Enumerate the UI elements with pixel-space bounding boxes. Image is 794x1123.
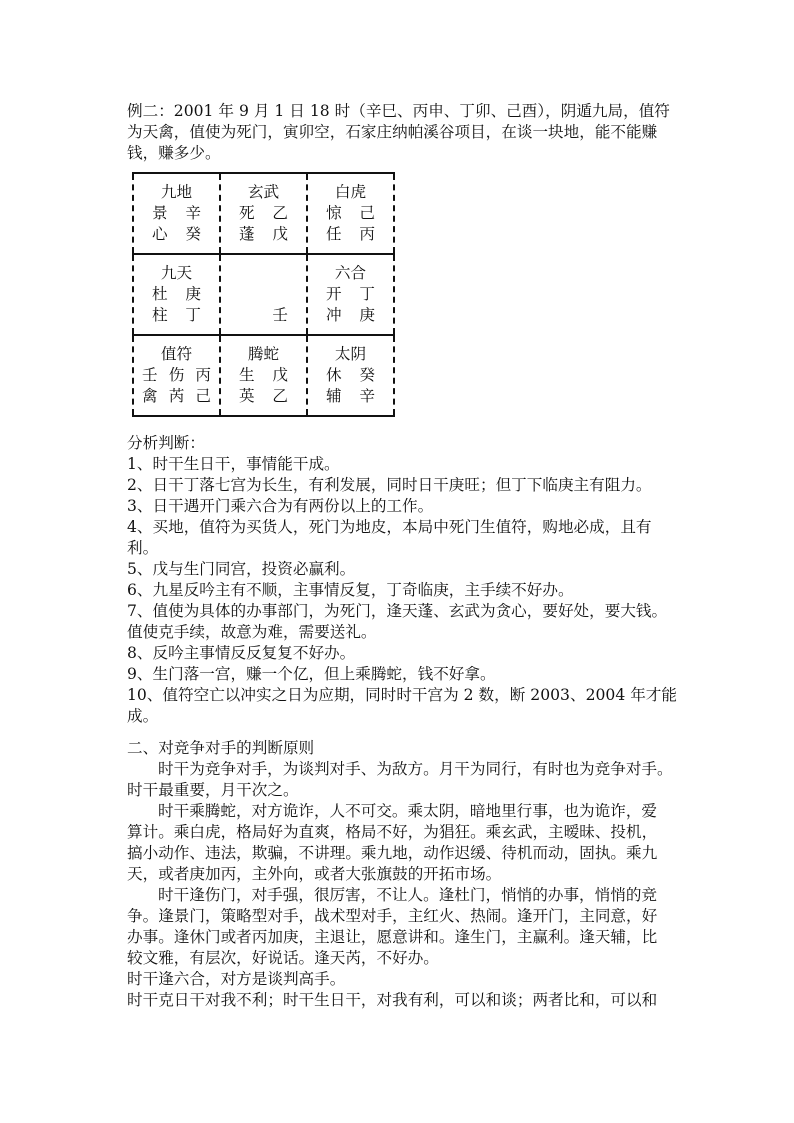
palace-char: 伤 [168,366,185,384]
palace-char: 丙 [195,366,211,384]
palace-cell [220,173,307,254]
palace-line [221,365,306,386]
palace-content [308,263,393,326]
paragraph-line: 办事。逢休门或者丙加庚，主退让，愿意讲和。逢生门，主赢利。逢天辅，比 [127,928,658,946]
palace-char: 丁 [185,306,201,324]
palace-char: 乙 [272,387,288,405]
palace-char: 戊 [272,366,288,384]
palace-char: 芮 [168,387,185,405]
palace-char: 乙 [272,204,288,222]
palace-char: 冲 [326,306,342,324]
palace-char: 任 [326,225,342,243]
palace-line [308,386,393,407]
palace-line [134,305,219,326]
palace-content [221,263,306,326]
palace-deity: 值符 [160,345,193,363]
paragraph-line: 争。逢景门，策略型对手，战术型对手，主红火、热闹。逢开门，主同意，好 [127,907,658,925]
palace-deity: 九天 [160,264,193,282]
palace-line [221,284,306,305]
chart-row [133,254,394,335]
palace-char: 柱 [152,306,168,324]
palace-deity [221,263,306,284]
palace-char: 己 [195,387,211,405]
palace-cell [133,173,220,254]
chart-row [133,173,394,254]
palace-char: 庚 [359,306,375,324]
palace-char: 蓬 [239,225,255,243]
palace-deity: 太阴 [334,345,367,363]
palace-content [134,182,219,245]
analysis-line: 分析判断： [127,434,205,452]
palace-char: 丙 [359,225,375,243]
analysis-line: 成。 [127,707,159,725]
palace-char: 辅 [326,387,342,405]
paragraph-line: 天，或者庚加丙，主外向，或者大张旗鼓的开拓市场。 [127,865,502,883]
palace-line [308,203,393,224]
analysis-section [127,433,687,727]
palace-line [221,203,306,224]
palace-content [134,344,219,407]
palace-deity: 玄武 [247,183,280,201]
analysis-line: 6、九星反吟主有不顺，主事情反复，丁奇临庚，主手续不好办。 [127,581,574,599]
palace-line [308,305,393,326]
paragraph-line: 搞小动作、违法，欺骗，不讲理。乘九地，动作迟缓、待机而动，固执。乘九 [127,844,658,862]
palace-deity: 腾蛇 [247,345,280,363]
intro-line: 例二：2001 年 9 月 1 日 18 时（辛巳、丙申、丁卯、己酉），阴遁九局，值符 [127,102,670,120]
analysis-line: 9、生门落一宫，赚一个亿，但上乘腾蛇，钱不好拿。 [127,665,496,683]
palace-char: 杜 [152,285,168,303]
palace-char: 癸 [185,225,201,243]
analysis-line: 10、值符空亡以冲实之日为应期，同时时干宫为 2 数，断 2003、2004 年才能 [127,686,677,704]
palace-char: 心 [152,225,168,243]
chart-row [133,335,394,416]
analysis-line: 1、时干生日干，事情能干成。 [127,455,340,473]
paragraph-line: 时干最重要，月干次之。 [127,781,299,799]
palace-cell [307,173,394,254]
palace-char: 壬 [272,306,288,324]
palace-char: 英 [239,387,255,405]
palace-char: 开 [326,285,342,303]
palace-line [134,224,219,245]
analysis-line: 8、反吟主事情反反复复不好办。 [127,644,356,662]
palace-content [308,182,393,245]
palace-line [134,203,219,224]
palace-char: 癸 [359,366,375,384]
analysis-line: 3、日干遇开门乘六合为有两份以上的工作。 [127,497,434,515]
analysis-line: 利。 [127,539,159,557]
paragraph-line: 时干乘腾蛇，对方诡诈，人不可交。乘太阴，暗地里行事，也为诡诈，爱 [158,802,658,820]
palace-cell [133,254,220,335]
palace-deity: 白虎 [334,183,367,201]
palace-line [134,365,219,386]
competitor-section [127,738,687,1011]
qimen-chart [132,172,395,417]
paragraph-line: 时干克日干对我不利；时干生日干，对我有利，可以和谈；两者比和，可以和 [127,991,658,1009]
palace-char: 辛 [185,204,201,222]
palace-cell [133,335,220,416]
analysis-line: 5、戊与生门同宫，投资必赢利。 [127,560,356,578]
palace-line [221,305,306,326]
intro-line: 钱，赚多少。 [127,144,221,162]
palace-cell [307,254,394,335]
palace-line [134,284,219,305]
palace-line [308,284,393,305]
analysis-line: 4、买地，值符为买货人，死门为地皮，本局中死门生值符，购地必成，且有 [127,518,652,536]
palace-line [221,224,306,245]
palace-char: 休 [326,366,342,384]
analysis-line: 7、值使为具体的办事部门，为死门，逢天蓬、玄武为贪心，要好处，要大钱。 [127,602,668,620]
analysis-line: 2、日干丁落七宫为长生，有利发展，同时日干庚旺；但丁下临庚主有阻力。 [127,476,652,494]
paragraph-line: 时干逢六合，对方是谈判高手。 [127,970,346,988]
palace-char: 丁 [359,285,375,303]
palace-char: 壬 [142,366,158,384]
example-intro [127,101,687,164]
palace-line [308,365,393,386]
palace-char: 己 [359,204,375,222]
palace-cell [220,335,307,416]
paragraph-line: 时干为竞争对手，为谈判对手、为敌方。月干为同行，有时也为竞争对手。 [158,760,673,778]
palace-char: 景 [152,204,168,222]
palace-line [308,224,393,245]
palace-deity: 九地 [160,183,193,201]
paragraph-line: 较文雅，有层次，好说话。逢天芮，不好办。 [127,949,439,967]
palace-line [134,386,219,407]
palace-char: 死 [239,204,255,222]
palace-cell [220,254,307,335]
palace-content [221,182,306,245]
palace-char: 辛 [359,387,375,405]
palace-char: 禽 [142,387,158,405]
palace-content [221,344,306,407]
palace-line [221,386,306,407]
palace-deity: 六合 [334,264,367,282]
palace-content [134,263,219,326]
palace-char: 惊 [326,204,342,222]
paragraph-line: 算计。乘白虎，格局好为直爽，格局不好，为猖狂。乘玄武，主暧昧、投机， [127,823,658,841]
palace-content [308,344,393,407]
palace-char: 庚 [185,285,201,303]
analysis-line: 值使克手续，故意为难，需要送礼。 [127,623,377,641]
palace-char: 生 [239,366,255,384]
palace-char: 戊 [272,225,288,243]
intro-line: 为天禽，值使为死门，寅卯空，石家庄纳帕溪谷项目，在谈一块地，能不能赚 [127,123,658,141]
palace-cell [307,335,394,416]
paragraph-line: 时干逢伤门，对手强，很厉害，不让人。逢杜门，悄悄的办事，悄悄的竞 [158,886,658,904]
section-heading: 二、对竞争对手的判断原则 [127,739,315,757]
